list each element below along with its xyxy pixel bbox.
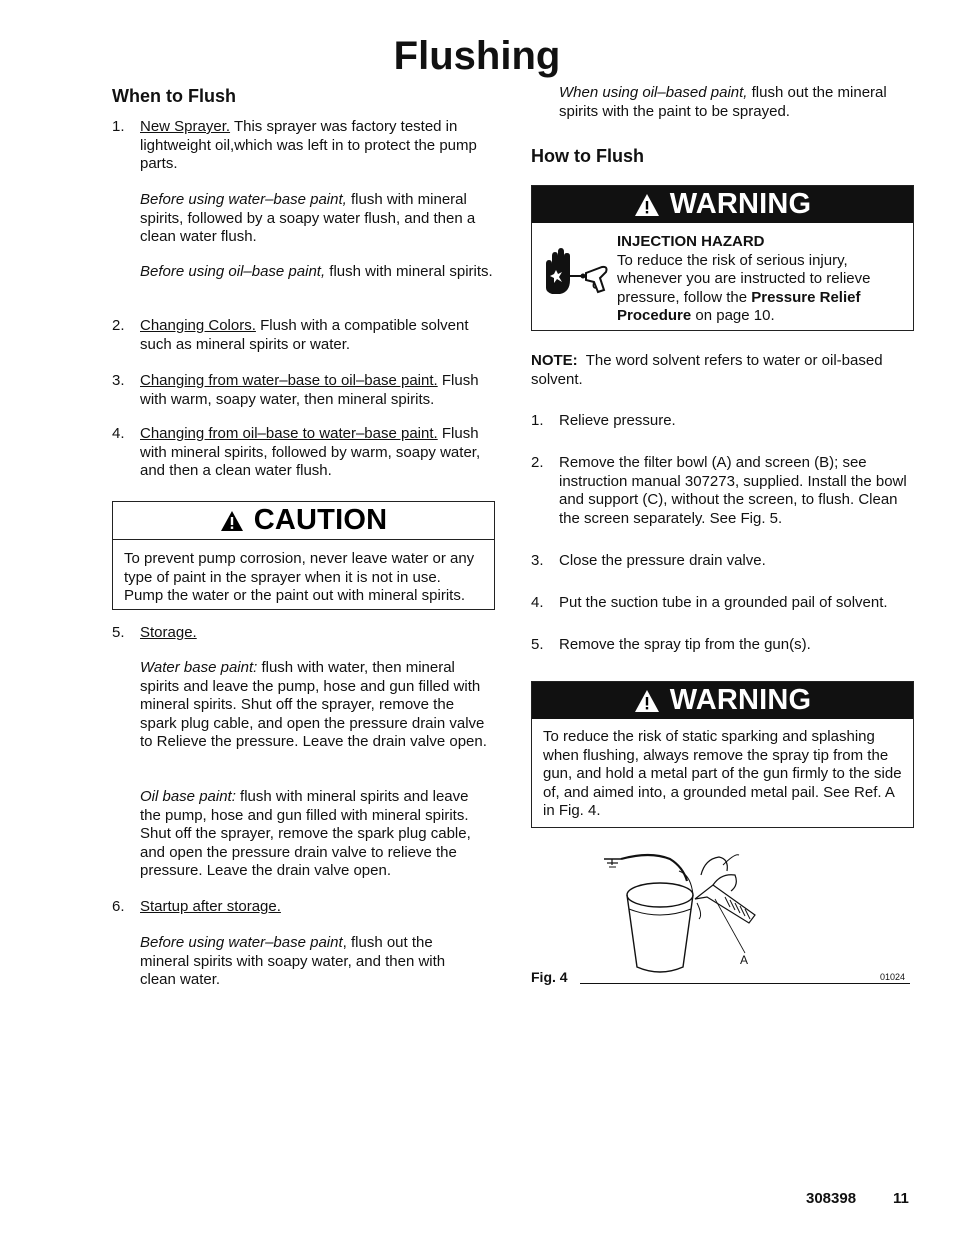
warning-triangle-icon <box>634 689 660 713</box>
warning-triangle-icon <box>220 510 244 532</box>
caution-header <box>113 502 494 540</box>
note-text: flush out the mineral spirits with the paint to be sprayed. <box>559 84 887 120</box>
storage-water-note <box>140 659 492 752</box>
step-item <box>531 594 911 613</box>
note-text: The word solvent refers to water or oil-based solvent. <box>531 352 887 388</box>
oil-based-note <box>559 84 911 121</box>
storage-oil-note <box>140 788 492 881</box>
step-text: Remove the spray tip from the gun(s). <box>559 636 811 653</box>
note-text: flush with mineral spirits. <box>325 263 493 280</box>
item-number: 1. <box>112 118 125 135</box>
injection-hazard-icon <box>542 242 612 302</box>
step-item <box>531 454 911 528</box>
step-text: Remove the filter bowl (A) and screen (B); see instruction manual 307273, supplied. Install the bowl and support (C), without the screen, to flush. Clean the screen separately. See Fig. 5. <box>559 454 907 527</box>
note-text: , flush out the mineral spirits with soapy water, and then with clean water. <box>140 934 446 989</box>
startup-note <box>140 934 480 990</box>
warning-box-static <box>531 681 914 828</box>
hazard-body <box>617 252 907 326</box>
item-number: 5. <box>112 624 125 641</box>
italic-lead: Water base paint: <box>140 659 258 676</box>
hazard-text: To reduce the risk of serious injury, whenever you are instructed to relieve pressure, follow the <box>617 251 871 306</box>
step-text: Put the suction tube in a grounded pail of solvent. <box>559 594 888 611</box>
item-number: 3. <box>112 372 125 389</box>
hazard-title: INJECTION HAZARD <box>617 233 765 250</box>
item-label: Changing from oil–base to water–base paint. <box>140 425 438 442</box>
static-warning-text: To reduce the risk of static sparking and splashing when flushing, always remove the spray tip from the gun, and hold a metal part of the gun firmly to the side of, and aimed into, a grounded metal pail. See Ref. A in Fig. 4. <box>543 728 902 820</box>
item-text: Flush with a compatible solvent such as mineral spirits or water. <box>140 317 469 353</box>
list-item-new-sprayer <box>112 118 497 174</box>
how-to-flush-heading: How to Flush <box>531 146 644 166</box>
step-number: 2. <box>531 454 544 471</box>
page-number: 11 <box>893 1190 909 1207</box>
caution-box <box>112 501 495 610</box>
list-item-storage <box>112 624 497 643</box>
step-number: 1. <box>531 412 544 429</box>
page-title: Flushing <box>393 34 561 78</box>
warning-header <box>532 186 913 223</box>
list-item-water-to-oil <box>112 372 497 409</box>
grounded-pail-illustration <box>595 845 785 980</box>
step-item <box>531 552 911 571</box>
italic-lead: Oil base paint: <box>140 788 236 805</box>
figure-code: 01024 <box>880 972 906 982</box>
callout-a: A <box>740 953 749 967</box>
step-number: 4. <box>531 594 544 611</box>
note-text: flush with mineral spirits and leave the pump, hose and gun filled with mineral spirits. Shut off the sprayer, remove the spark plug cable, and open the pressure drain valve to relieve the pressure. Leave the drain valve open. <box>140 788 471 880</box>
hazard-text-end: on page 10. <box>691 307 775 325</box>
pressure-relief-ref: Pressure Relief Procedure <box>617 288 861 325</box>
list-item-changing-colors <box>112 317 497 354</box>
italic-lead: Before using water–base paint, <box>140 191 347 208</box>
step-item <box>531 636 911 655</box>
warning-title: WARNING <box>669 188 812 221</box>
warning-triangle-icon <box>634 193 660 217</box>
list-item-startup <box>112 898 497 917</box>
item-label: Storage. <box>140 624 197 641</box>
item-label: Changing Colors. <box>140 317 256 334</box>
figure-label: Fig. 4 <box>531 969 568 985</box>
italic-lead: Before using oil–base paint, <box>140 263 326 280</box>
item-label: Startup after storage. <box>140 898 281 915</box>
when-to-flush-heading: When to Flush <box>112 86 236 106</box>
item-number: 6. <box>112 898 125 915</box>
item-number: 4. <box>112 425 125 442</box>
document-number: 308398 <box>806 1190 857 1207</box>
figure-rule <box>580 983 910 984</box>
step-text: Relieve pressure. <box>559 412 676 429</box>
new-sprayer-oil-note <box>140 263 500 282</box>
item-text: Flush with warm, soapy water, then mineral spirits. <box>140 372 479 408</box>
step-number: 5. <box>531 636 544 653</box>
note-label: NOTE: <box>531 352 578 369</box>
italic-lead: Before using water–base paint <box>140 934 343 951</box>
note-text: flush with water, then mineral spirits and leave the pump, hose and gun filled with mineral spirits. Shut off the sprayer, remove the spark plug cable, and open the pressure drain valve to Relieve the pressure. Leave the drain valve open. <box>140 659 487 751</box>
item-text: This sprayer was factory tested in lightweight oil,which was left in to protect the pump parts. <box>140 118 477 173</box>
step-item <box>531 412 911 431</box>
list-item-oil-to-water <box>112 425 497 481</box>
warning-title: WARNING <box>669 684 812 717</box>
injection-hazard-text <box>617 233 907 326</box>
item-text: Flush with mineral spirits, followed by warm, soapy water, and then a clean water flush. <box>140 425 481 480</box>
step-number: 3. <box>531 552 544 569</box>
caution-text: To prevent pump corrosion, never leave water or any type of paint in the sprayer when it is not in use. Pump the water or the paint out with mineral spirits. <box>124 550 475 605</box>
step-text: Close the pressure drain valve. <box>559 552 766 569</box>
note <box>531 352 909 389</box>
italic-lead: When using oil–based paint, <box>559 84 748 101</box>
caution-title: CAUTION <box>253 504 388 537</box>
item-number: 2. <box>112 317 125 334</box>
warning-box-injection <box>531 185 914 331</box>
warning-header <box>532 682 913 719</box>
new-sprayer-water-note <box>140 191 500 247</box>
item-label: New Sprayer. <box>140 118 231 135</box>
item-label: Changing from water–base to oil–base paint. <box>140 372 438 389</box>
note-text: flush with mineral spirits, followed by a soapy water flush, and then a clean water flush. <box>140 191 476 246</box>
